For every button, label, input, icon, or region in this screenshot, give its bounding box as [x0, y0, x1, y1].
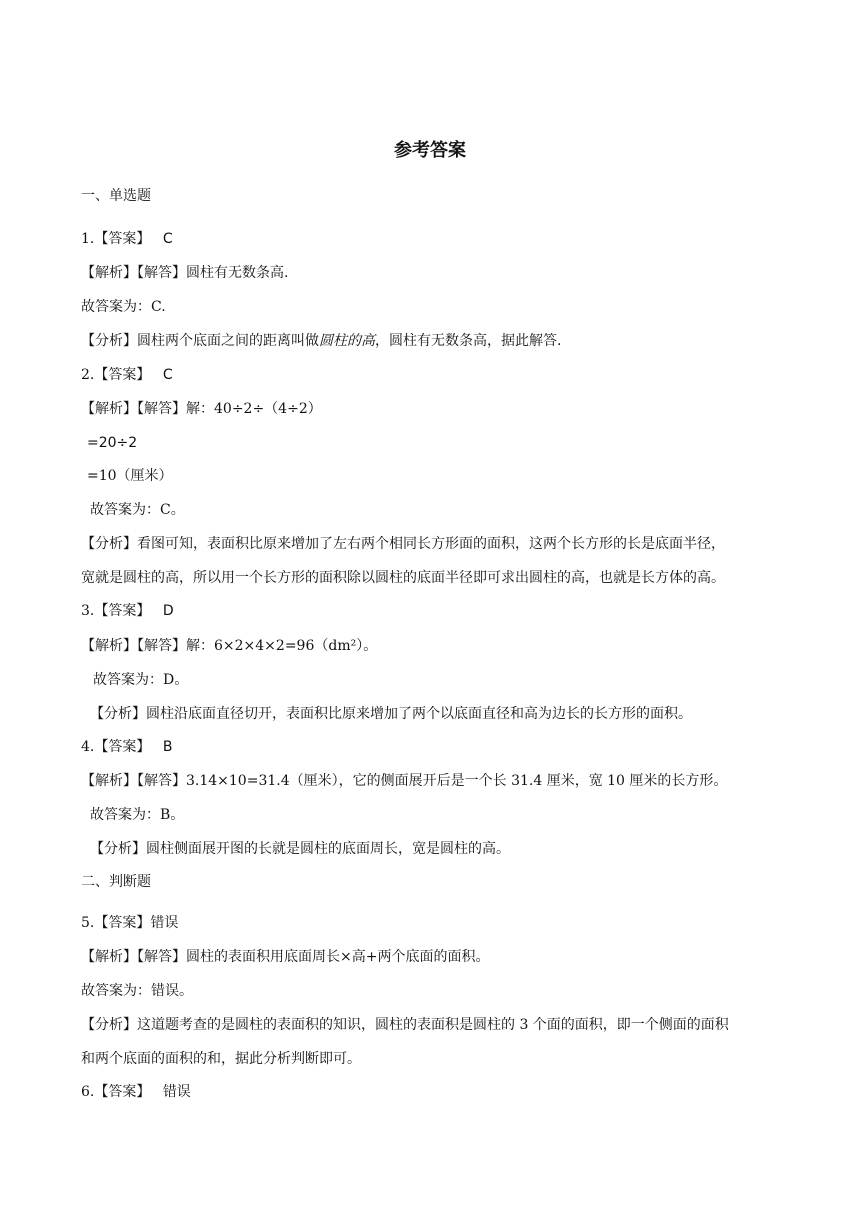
- q6-answer-label: 6.【答案】: [81, 1084, 151, 1100]
- q3-analysis: 【分析】圆柱沿底面直径切开，表面积比原来增加了两个以底面直径和高为边长的长方形的面积。: [90, 706, 692, 722]
- section-heading-single: 一、单选题: [81, 188, 151, 204]
- q5-answer-line: [81, 913, 178, 933]
- q3-final: 故答案为：D。: [93, 672, 189, 688]
- q3-answer-label: 3.【答案】: [81, 603, 151, 619]
- q6-answer-line: [81, 1082, 191, 1102]
- q5-answer-label: 5.【答案】: [81, 915, 151, 931]
- q2-final: 故答案为：C。: [90, 502, 185, 518]
- q3-explain: 【解析】【解答】解：6×2×4×2=96（dm²）。: [81, 638, 378, 654]
- page-title: 参考答案: [394, 140, 466, 161]
- q5-analysis-line1: 【分析】这道题考查的是圆柱的表面积的知识，圆柱的表面积是圆柱的 3 个面的面积，即一个侧面的面积: [81, 1017, 729, 1033]
- q2-analysis-line2: 宽就是圆柱的高，所以用一个长方形的面积除以圆柱的底面半径即可求出圆柱的高，也就是长方体的高。: [81, 570, 725, 586]
- q1-answer-label: 1.【答案】: [81, 231, 151, 247]
- q4-explain: 【解析】【解答】3.14×10=31.4（厘米），它的侧面展开后是一个长 31.4 厘米，宽 10 厘米的长方形。: [81, 773, 728, 789]
- q2-answer-label: 2.【答案】: [81, 367, 151, 383]
- section-heading-judge: 二、判断题: [81, 874, 151, 890]
- q1-analysis-em: 圆柱的高: [319, 333, 375, 349]
- q4-analysis: 【分析】圆柱侧面展开图的长就是圆柱的底面周长，宽是圆柱的高。: [90, 841, 510, 857]
- q2-step2: =10（厘米）: [87, 468, 173, 484]
- q1-answer-value: C: [162, 231, 173, 247]
- q1-explain: 【解析】【解答】圆柱有无数条高.: [81, 265, 289, 281]
- q5-explain: 【解析】【解答】圆柱的表面积用底面周长×高+两个底面的面积。: [81, 949, 490, 965]
- q3-answer-line: [81, 601, 174, 621]
- q5-answer-value: 错误: [150, 915, 179, 931]
- q5-analysis-line2: 和两个底面的面积的和，据此分析判断即可。: [81, 1051, 361, 1067]
- q2-explain: 【解析】【解答】解：40÷2÷（4÷2）: [81, 401, 322, 417]
- q1-answer-line: [81, 229, 173, 249]
- q1-analysis: [81, 331, 561, 351]
- q1-final: 故答案为：C.: [81, 299, 166, 315]
- q2-step1: =20÷2: [87, 435, 138, 451]
- q1-analysis-post: ，圆柱有无数条高，据此解答.: [375, 333, 562, 349]
- q1-analysis-pre: 【分析】圆柱两个底面之间的距离叫做: [81, 333, 319, 349]
- q5-final: 故答案为：错误。: [81, 983, 193, 999]
- q4-answer-line: [81, 737, 172, 757]
- q2-analysis-line1: 【分析】看图可知，表面积比原来增加了左右两个相同长方形面的面积，这两个长方形的长是底面半径，: [81, 536, 725, 552]
- q4-final: 故答案为：B。: [90, 807, 185, 823]
- q2-answer-value: C: [162, 367, 173, 383]
- q4-answer-label: 4.【答案】: [81, 739, 151, 755]
- q4-answer-value: B: [162, 739, 173, 755]
- q6-answer-value: 错误: [162, 1084, 191, 1100]
- q2-answer-line: [81, 365, 173, 385]
- q3-answer-value: D: [162, 603, 174, 619]
